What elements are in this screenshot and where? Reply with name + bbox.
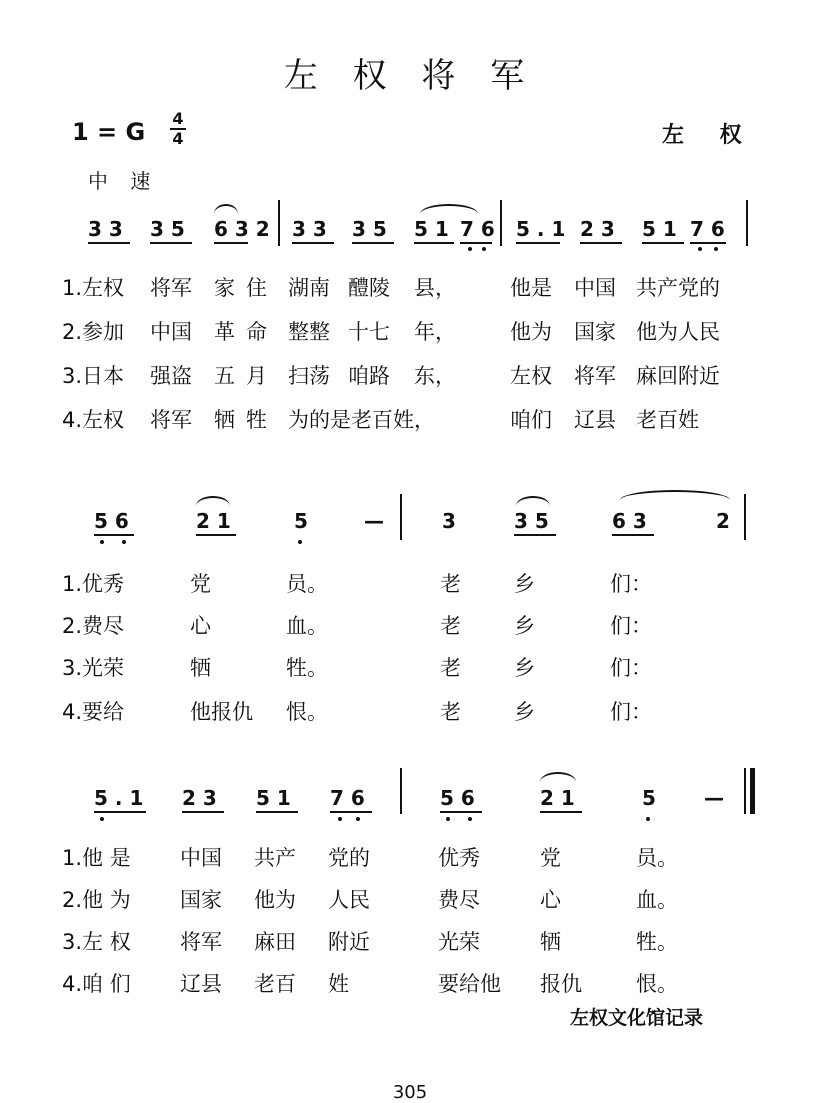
page-number: 305 xyxy=(392,1082,428,1103)
lyric-syllable: 他报仇 xyxy=(190,700,253,724)
barline xyxy=(746,200,748,246)
lyric-syllable: 中国 xyxy=(150,320,192,344)
lyric-syllable: 牲 xyxy=(246,408,267,432)
lyric-syllable: 员。 xyxy=(286,572,328,596)
time-signature-bottom: 4 xyxy=(172,129,184,148)
lyric-syllable: 报仇 xyxy=(540,972,582,996)
beam-underline xyxy=(690,242,726,244)
slur xyxy=(516,496,550,506)
lyric-syllable: 4.左权 xyxy=(62,408,125,432)
lyric-syllable: 心 xyxy=(190,614,211,638)
note-group: — xyxy=(364,509,384,533)
lyric-syllable: 3.左 权 xyxy=(62,930,131,954)
lyric-syllable: 牺 xyxy=(214,408,235,432)
note-group: 2 1 xyxy=(196,509,231,533)
beam-underline xyxy=(352,242,394,244)
lyric-syllable: 命 xyxy=(246,320,267,344)
lyric-syllable: 他是 xyxy=(510,276,552,300)
lyric-syllable: 要给他 xyxy=(438,972,501,996)
lyric-syllable: 十七 xyxy=(348,320,390,344)
lyric-syllable: 住 xyxy=(246,276,267,300)
lyric-syllable: 家 xyxy=(214,276,235,300)
lyric-syllable: 牲。 xyxy=(636,930,678,954)
low-octave-dot xyxy=(468,817,472,821)
lyric-syllable: 老百 xyxy=(254,972,296,996)
note-group: 5 1 xyxy=(642,217,677,241)
barline xyxy=(400,768,402,814)
beam-underline xyxy=(612,534,654,536)
low-octave-dot xyxy=(100,817,104,821)
lyric-syllable: 整整 xyxy=(288,320,330,344)
final-barline xyxy=(750,768,755,814)
lyric-syllable: 将军 xyxy=(180,930,222,954)
note-group: 3 5 xyxy=(150,217,185,241)
note-group: 2 xyxy=(716,509,730,533)
low-octave-dot xyxy=(646,817,650,821)
lyric-syllable: 们： xyxy=(610,614,652,638)
lyric-syllable: 光荣 xyxy=(438,930,480,954)
lyric-syllable: 乡 xyxy=(514,614,535,638)
lyric-syllable: 左权 xyxy=(510,364,552,388)
beam-underline xyxy=(94,811,146,813)
lyric-syllable: 党的 xyxy=(328,846,370,870)
note-group: 3 3 xyxy=(292,217,327,241)
low-octave-dot xyxy=(122,540,126,544)
lyric-syllable: 他为人民 xyxy=(636,320,720,344)
lyric-syllable: 醴陵 xyxy=(348,276,390,300)
barline xyxy=(278,200,280,246)
note-group: 2 3 xyxy=(580,217,615,241)
lyric-syllable: 将军 xyxy=(150,276,192,300)
lyric-syllable: 牺 xyxy=(190,656,211,680)
lyric-syllable: 老 xyxy=(440,614,461,638)
beam-underline xyxy=(88,242,130,244)
lyric-syllable: 辽县 xyxy=(574,408,616,432)
beam-underline xyxy=(414,242,454,244)
beam-underline xyxy=(330,811,372,813)
lyric-syllable: 2.参加 xyxy=(62,320,125,344)
note-group: 3 3 xyxy=(88,217,123,241)
lyric-syllable: 4.咱 们 xyxy=(62,972,131,996)
lyric-syllable: 为的是老百姓， xyxy=(288,408,435,432)
lyric-syllable: 将军 xyxy=(574,364,616,388)
beam-underline xyxy=(580,242,622,244)
slur xyxy=(420,204,478,214)
tempo-marking: 中 速 xyxy=(88,169,159,193)
lyric-syllable: 恨。 xyxy=(286,700,328,724)
low-octave-dot xyxy=(100,540,104,544)
lyric-syllable: 血。 xyxy=(636,888,678,912)
beam-underline xyxy=(516,242,560,244)
lyric-syllable: 乡 xyxy=(514,572,535,596)
lyric-syllable: 费尽 xyxy=(438,888,480,912)
lyric-syllable: 3.光荣 xyxy=(62,656,125,680)
lyric-syllable: 五 xyxy=(214,364,235,388)
note-group: 5 6 xyxy=(94,509,129,533)
low-octave-dot xyxy=(298,540,302,544)
lyric-syllable: 县， xyxy=(414,276,456,300)
lyric-syllable: 中国 xyxy=(180,846,222,870)
lyric-syllable: 国家 xyxy=(574,320,616,344)
note-group: 6 3 xyxy=(612,509,647,533)
note-group: 5 . 1 xyxy=(516,217,566,241)
lyric-syllable: 他为 xyxy=(510,320,552,344)
beam-underline xyxy=(642,242,684,244)
note-group: 7 6 xyxy=(330,786,365,810)
lyric-syllable: 心 xyxy=(540,888,561,912)
beam-underline xyxy=(214,242,248,244)
lyric-syllable: 1.左权 xyxy=(62,276,125,300)
barline xyxy=(400,494,402,540)
lyric-syllable: 2.费尽 xyxy=(62,614,125,638)
lyric-syllable: 强盗 xyxy=(150,364,192,388)
beam-underline xyxy=(182,811,224,813)
lyric-syllable: 优秀 xyxy=(438,846,480,870)
lyric-syllable: 国家 xyxy=(180,888,222,912)
key-signature: 1 = G xyxy=(72,118,146,146)
lyric-syllable: 他为 xyxy=(254,888,296,912)
lyric-syllable: 东， xyxy=(414,364,456,388)
slur xyxy=(620,490,730,500)
lyric-syllable: 4.要给 xyxy=(62,700,125,724)
lyric-syllable: 们： xyxy=(610,656,652,680)
lyric-syllable: 2.他 为 xyxy=(62,888,131,912)
lyric-syllable: 3.日本 xyxy=(62,364,125,388)
beam-underline xyxy=(460,242,492,244)
lyric-syllable: 中国 xyxy=(574,276,616,300)
composer: 左 权 xyxy=(662,122,756,148)
note-group: 7 6 xyxy=(460,217,495,241)
lyric-syllable: 员。 xyxy=(636,846,678,870)
lyric-syllable: 血。 xyxy=(286,614,328,638)
low-octave-dot xyxy=(338,817,342,821)
beam-underline xyxy=(440,811,482,813)
lyric-syllable: 老百姓 xyxy=(636,408,699,432)
lyric-syllable: 老 xyxy=(440,572,461,596)
low-octave-dot xyxy=(482,247,486,251)
beam-underline xyxy=(292,242,334,244)
lyric-syllable: 们： xyxy=(610,700,652,724)
lyric-syllable: 月 xyxy=(246,364,267,388)
note-group: — xyxy=(704,786,724,810)
lyric-syllable: 湖南 xyxy=(288,276,330,300)
lyric-syllable: 麻田 xyxy=(254,930,296,954)
lyric-syllable: 们： xyxy=(610,572,652,596)
note-group: 5 xyxy=(642,786,656,810)
beam-underline xyxy=(150,242,192,244)
beam-underline xyxy=(94,534,134,536)
lyric-syllable: 党 xyxy=(190,572,211,596)
lyric-syllable: 年， xyxy=(414,320,456,344)
lyric-syllable: 党 xyxy=(540,846,561,870)
transcription-credit: 左权文化馆记录 xyxy=(570,1007,704,1029)
lyric-syllable: 牺 xyxy=(540,930,561,954)
note-group: 5 . 1 xyxy=(94,786,144,810)
lyric-syllable: 咱们 xyxy=(510,408,552,432)
low-octave-dot xyxy=(714,247,718,251)
note-group: 3 xyxy=(442,509,456,533)
note-group: 2 1 xyxy=(540,786,575,810)
note-group: 3 5 xyxy=(352,217,387,241)
note-group: 5 xyxy=(294,509,308,533)
lyric-syllable: 麻回附近 xyxy=(636,364,720,388)
beam-underline xyxy=(196,534,236,536)
time-signature xyxy=(168,110,188,148)
low-octave-dot xyxy=(698,247,702,251)
time-signature-top: 4 xyxy=(172,109,184,128)
lyric-syllable: 附近 xyxy=(328,930,370,954)
lyric-syllable: 乡 xyxy=(514,700,535,724)
lyric-syllable: 将军 xyxy=(150,408,192,432)
slur xyxy=(214,204,238,214)
note-group: 6 3 2 xyxy=(214,217,270,241)
lyric-syllable: 恨。 xyxy=(636,972,678,996)
barline xyxy=(500,200,502,246)
slur xyxy=(540,772,576,782)
lyric-syllable: 老 xyxy=(440,656,461,680)
barline xyxy=(744,768,746,814)
song-title: 左 权 将 军 xyxy=(283,56,537,96)
note-group: 7 6 xyxy=(690,217,725,241)
low-octave-dot xyxy=(468,247,472,251)
lyric-syllable: 姓 xyxy=(328,972,349,996)
beam-underline xyxy=(256,811,298,813)
lyric-syllable: 1.优秀 xyxy=(62,572,125,596)
note-group: 2 3 xyxy=(182,786,217,810)
lyric-syllable: 扫荡 xyxy=(288,364,330,388)
note-group: 3 5 xyxy=(514,509,549,533)
lyric-syllable: 老 xyxy=(440,700,461,724)
lyric-syllable: 辽县 xyxy=(180,972,222,996)
lyric-syllable: 1.他 是 xyxy=(62,846,131,870)
note-group: 5 1 xyxy=(256,786,291,810)
low-octave-dot xyxy=(356,817,360,821)
lyric-syllable: 共产 xyxy=(254,846,296,870)
low-octave-dot xyxy=(446,817,450,821)
lyric-syllable: 共产党的 xyxy=(636,276,720,300)
lyric-syllable: 咱路 xyxy=(348,364,390,388)
lyric-syllable: 牲。 xyxy=(286,656,328,680)
note-group: 5 1 xyxy=(414,217,449,241)
lyric-syllable: 乡 xyxy=(514,656,535,680)
lyric-syllable: 革 xyxy=(214,320,235,344)
barline xyxy=(744,494,746,540)
note-group: 5 6 xyxy=(440,786,475,810)
slur xyxy=(196,496,230,506)
beam-underline xyxy=(514,534,556,536)
lyric-syllable: 人民 xyxy=(328,888,370,912)
beam-underline xyxy=(540,811,582,813)
